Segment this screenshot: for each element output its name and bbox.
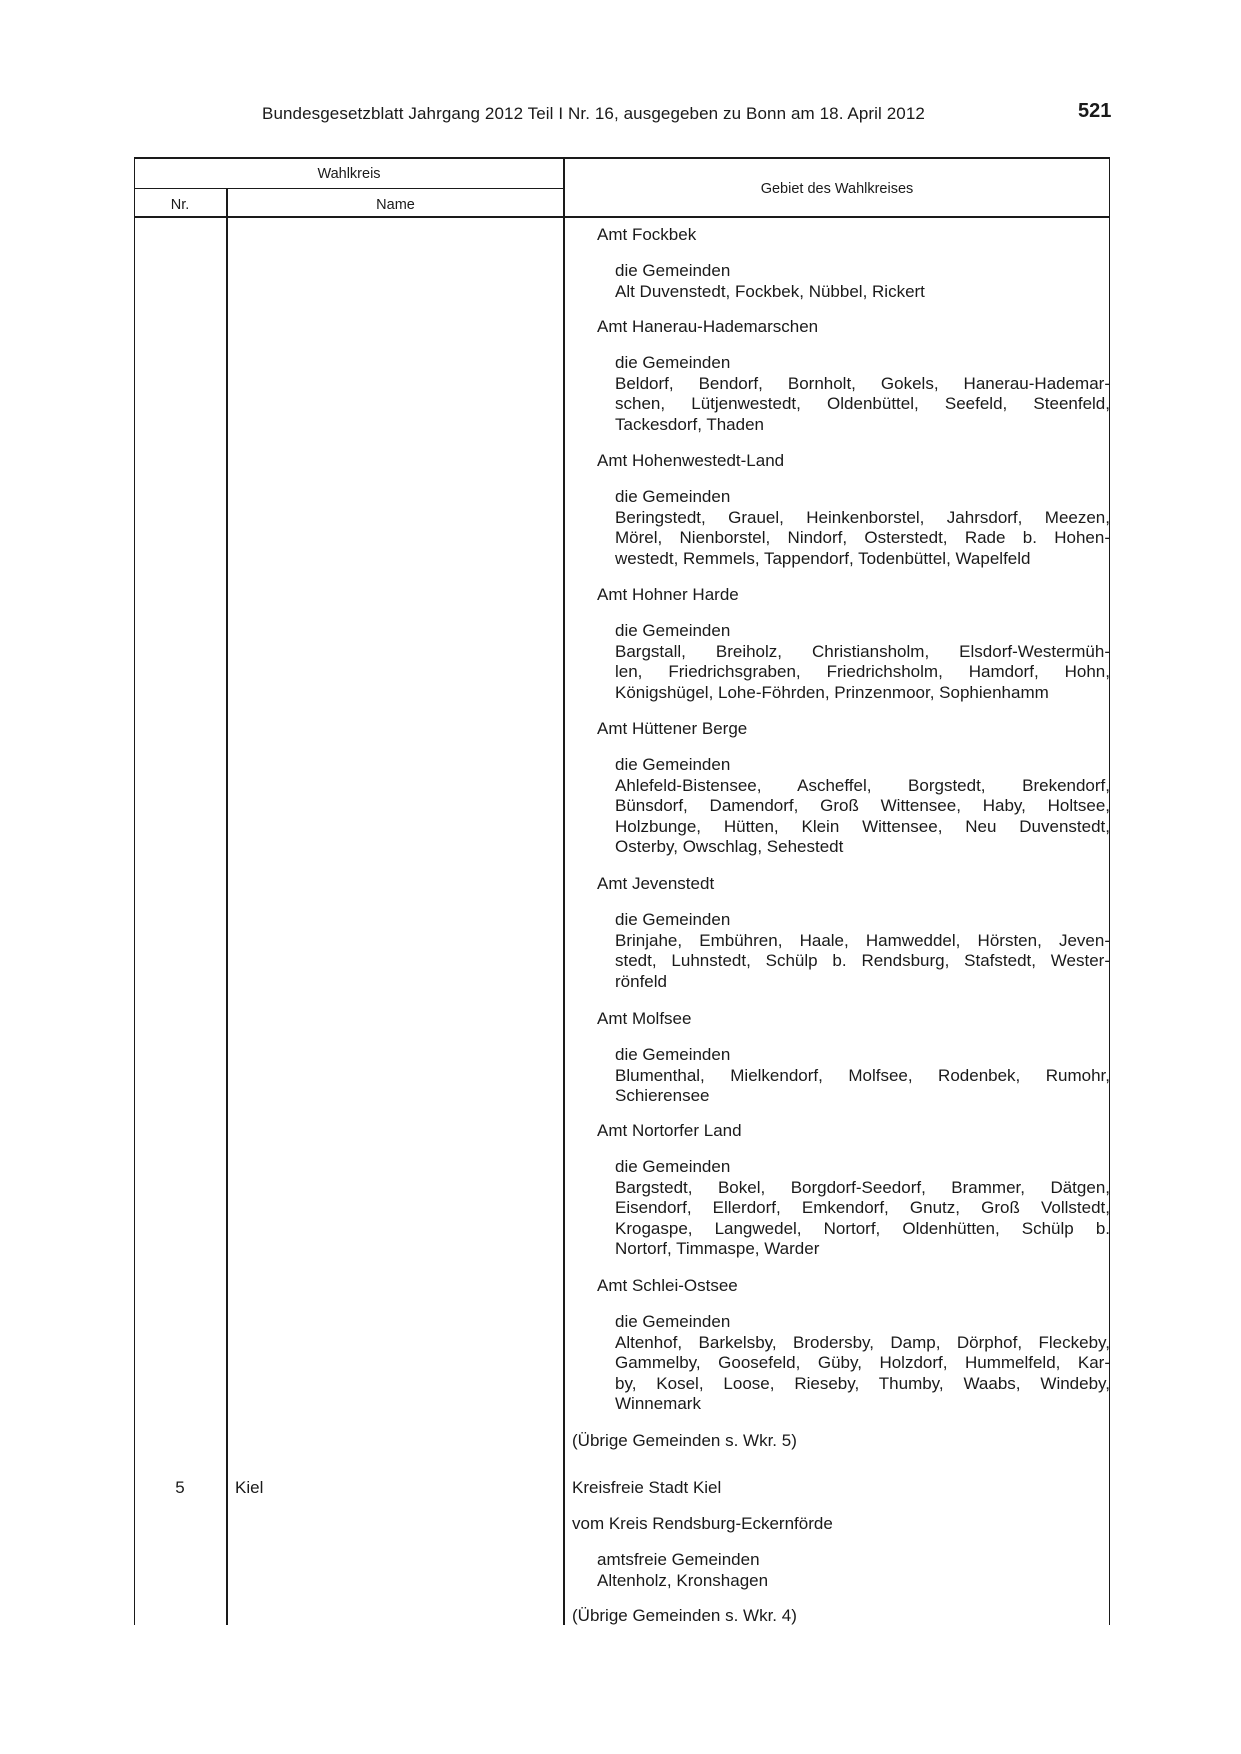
gemeinden-list <box>615 374 1110 436</box>
amt-title: Amt Jevenstedt <box>597 874 715 893</box>
gemeinden-label: die Gemeinden <box>615 621 731 640</box>
header-wahlkreis: Wahlkreis <box>317 166 381 182</box>
amtsfreie-gemeinden-list: Altenholz, Kronshagen <box>597 1570 769 1590</box>
amt-title: Amt Hüttener Berge <box>597 719 748 738</box>
gemeinden-line: Ahlefeld-Bistensee, Ascheffel, Borgstedt, Brekendorf, <box>615 775 1110 795</box>
gemeinden-label: die Gemeinden <box>615 261 731 280</box>
gemeinden-line: Bargstall, Breiholz, Christiansholm, Elsdorf-Westermüh- <box>615 641 1110 661</box>
gemeinden-list <box>615 1178 1110 1260</box>
gemeinden-line: Beringstedt, Grauel, Heinkenborstel, Jahrsdorf, Meezen, <box>615 507 1110 527</box>
header-gebiet: Gebiet des Wahlkreises <box>760 181 914 197</box>
table-left-border <box>134 157 135 1625</box>
gemeinden-list <box>615 642 1110 704</box>
gemeinden-line: Bünsdorf, Damendorf, Groß Wittensee, Haby, Holtsee, <box>615 796 1110 815</box>
gemeinden-line: rönfeld <box>615 971 667 991</box>
gemeinden-line: Winnemark <box>615 1394 701 1413</box>
gemeinden-list <box>615 282 1110 303</box>
gemeinden-line: stedt, Luhnstedt, Schülp b. Rendsburg, Stafstedt, Wester- <box>615 951 1110 970</box>
page-number: 521 <box>1078 100 1112 122</box>
amt-title: Amt Hanerau-Hademarschen <box>597 317 819 336</box>
header-split-line <box>134 188 564 189</box>
table-top-border <box>134 157 1110 159</box>
gemeinden-line: westedt, Remmels, Tappendorf, Todenbüttel, Wapelfeld <box>615 548 1031 568</box>
gemeinden-line: Alt Duvenstedt, Fockbek, Nübbel, Rickert <box>615 281 925 301</box>
gemeinden-line: Krogaspe, Langwedel, Nortorf, Oldenhütten, Schülp b. <box>615 1218 1110 1238</box>
uebrige-gemeinden-note: (Übrige Gemeinden s. Wkr. 4) <box>572 1606 797 1625</box>
gemeinden-label: die Gemeinden <box>615 1157 731 1176</box>
gemeinden-line: Brinjahe, Embühren, Haale, Hamweddel, Hörsten, Jeven- <box>615 930 1110 950</box>
amt-title: Amt Molfsee <box>597 1009 692 1028</box>
gemeinden-list <box>615 508 1110 570</box>
amt-title: Amt Hohenwestedt-Land <box>597 451 785 470</box>
gemeinden-line: Königshügel, Lohe-Föhrden, Prinzenmoor, Sophienhamm <box>615 682 1049 702</box>
gemeinden-line: Tackesdorf, Thaden <box>615 414 764 434</box>
nr-name-divider <box>226 188 228 1625</box>
kreis-label: vom Kreis Rendsburg-Eckernförde <box>572 1514 833 1533</box>
gemeinden-line: Schierensee <box>615 1086 710 1105</box>
gemeinden-list <box>615 1333 1110 1415</box>
amtsfreie-gemeinden-label: amtsfreie Gemeinden <box>597 1550 760 1569</box>
gemeinden-line: Nortorf, Timmaspe, Warder <box>615 1239 820 1258</box>
gemeinden-label: die Gemeinden <box>615 755 731 774</box>
gemeinden-label: die Gemeinden <box>615 1312 731 1331</box>
amt-title: Amt Schlei-Ostsee <box>597 1276 738 1295</box>
gemeinden-label: die Gemeinden <box>615 487 731 506</box>
amt-title: Amt Fockbek <box>597 225 697 244</box>
page-header <box>0 100 1241 130</box>
gemeinden-line: Holzbunge, Hütten, Klein Wittensee, Neu Duvenstedt, <box>615 816 1110 836</box>
gemeinden-line: Bargstedt, Bokel, Borgdorf-Seedorf, Brammer, Dätgen, <box>615 1177 1110 1197</box>
wahlkreis-name: Kiel <box>235 1478 264 1497</box>
gemeinden-line: Gammelby, Goosefeld, Güby, Holzdorf, Hummelfeld, Kar- <box>615 1353 1110 1372</box>
uebrige-gemeinden-note: (Übrige Gemeinden s. Wkr. 5) <box>572 1431 797 1450</box>
wahlkreis-number: 5 <box>175 1478 185 1497</box>
kreisfreie-stadt: Kreisfreie Stadt Kiel <box>572 1478 722 1497</box>
gemeinden-line: Osterby, Owschlag, Sehestedt <box>615 837 844 856</box>
gemeinden-line: schen, Lütjenwestedt, Oldenbüttel, Seefeld, Steenfeld, <box>615 394 1110 413</box>
name-gebiet-divider <box>563 157 565 1625</box>
header-bottom-border <box>134 216 1110 218</box>
amt-title: Amt Nortorfer Land <box>597 1121 742 1140</box>
header-name: Name <box>376 197 415 213</box>
gemeinden-line: by, Kosel, Loose, Rieseby, Thumby, Waabs, Windeby, <box>615 1373 1110 1393</box>
gemeinden-line: Eisendorf, Ellerdorf, Emkendorf, Gnutz, Groß Vollstedt, <box>615 1198 1110 1217</box>
amt-title: Amt Hohner Harde <box>597 585 739 604</box>
gemeinden-list <box>615 776 1110 858</box>
gemeinden-line: Altenhof, Barkelsby, Brodersby, Damp, Dörphof, Fleckeby, <box>615 1332 1110 1352</box>
gemeinden-list <box>615 931 1110 993</box>
gemeinden-label: die Gemeinden <box>615 910 731 929</box>
gemeinden-label: die Gemeinden <box>615 1045 731 1064</box>
gemeinden-line: Mörel, Nienborstel, Nindorf, Osterstedt, Rade b. Hohen- <box>615 528 1110 547</box>
running-title: Bundesgesetzblatt Jahrgang 2012 Teil I Nr. 16, ausgegeben zu Bonn am 18. April 2012 <box>262 104 925 123</box>
gemeinden-label: die Gemeinden <box>615 353 731 372</box>
gemeinden-line: len, Friedrichsgraben, Friedrichsholm, Hamdorf, Hohn, <box>615 662 1110 681</box>
gemeinden-line: Blumenthal, Mielkendorf, Molfsee, Rodenbek, Rumohr, <box>615 1065 1110 1085</box>
gemeinden-line: Beldorf, Bendorf, Bornholt, Gokels, Hanerau-Hademar- <box>615 373 1110 393</box>
header-nr: Nr. <box>170 197 190 213</box>
gemeinden-list <box>615 1066 1110 1107</box>
